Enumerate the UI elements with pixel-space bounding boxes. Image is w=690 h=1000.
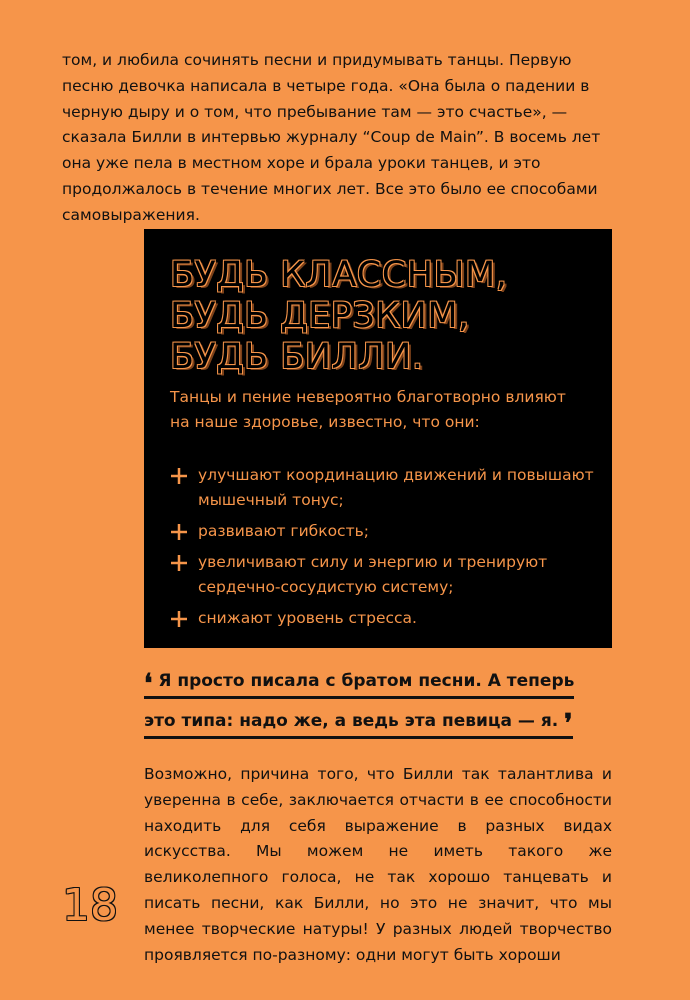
list-item bbox=[170, 519, 600, 544]
list-item bbox=[170, 463, 600, 513]
body-paragraph: Возможно, причина того, что Билли так талантлива и уверенна в себе, заключается отчасти в ее способности находить для себя выражение в разных видах искусства. Мы можем не иметь такого же великолепного голоса, не так хорошо танцевать и писать песни, как Билли, но это не значит, что мы менее творческие натуры! У разных людей творчество проявляется по-разному: одни могут быть хороши bbox=[144, 765, 612, 964]
box-lead: Танцы и пение невероятно благотворно влияют на наше здоровье, известно, что они: bbox=[170, 388, 566, 431]
plus-icon bbox=[170, 523, 188, 541]
box-heading bbox=[170, 255, 507, 378]
open-quote-icon: ❛ bbox=[144, 669, 153, 699]
intro-paragraph: том, и любила сочинять песни и придумывать танцы. Первую песню девочка написала в четыре года. «Она была о падении в черную дыру и о том, что пребывание там — это счастье», — сказала Билли в интервью журналу “Coup de Main”. В восемь лет она уже пела в местном хоре и брала уроки танцев, и это продолжалось в течение многих лет. Все это было ее способами самовыражения. bbox=[62, 51, 601, 224]
close-quote-icon: ❜ bbox=[564, 709, 573, 739]
page-number: 18 bbox=[62, 880, 118, 931]
plus-icon bbox=[170, 610, 188, 628]
list-item-text: развивают гибкость; bbox=[198, 522, 369, 540]
plus-icon bbox=[170, 467, 188, 485]
quote-text: это типа: надо же, а ведь эта певица — я. bbox=[144, 711, 559, 731]
list-item bbox=[170, 606, 600, 631]
list-item-text: улучшают координацию движений и повышают мышечный тонус; bbox=[198, 466, 594, 509]
quote-line bbox=[144, 707, 573, 739]
sidebar-box bbox=[144, 229, 612, 648]
plus-icon bbox=[170, 554, 188, 572]
heading-line: БУДЬ БИЛЛИ. bbox=[170, 337, 424, 377]
list-item-text: увеличивают силу и энергию и тренируют сердечно-сосудистую систему; bbox=[198, 553, 548, 596]
heading-line: БУДЬ КЛАССНЫМ, bbox=[170, 255, 508, 295]
pull-quote bbox=[144, 667, 575, 747]
quote-text: Я просто писала с братом песни. А теперь bbox=[158, 671, 575, 691]
heading-line: БУДЬ ДЕРЗКИМ, bbox=[170, 296, 470, 336]
list-item-text: снижают уровень стресса. bbox=[198, 609, 417, 627]
quote-line bbox=[144, 667, 574, 699]
benefit-list bbox=[170, 463, 600, 637]
list-item bbox=[170, 550, 600, 600]
